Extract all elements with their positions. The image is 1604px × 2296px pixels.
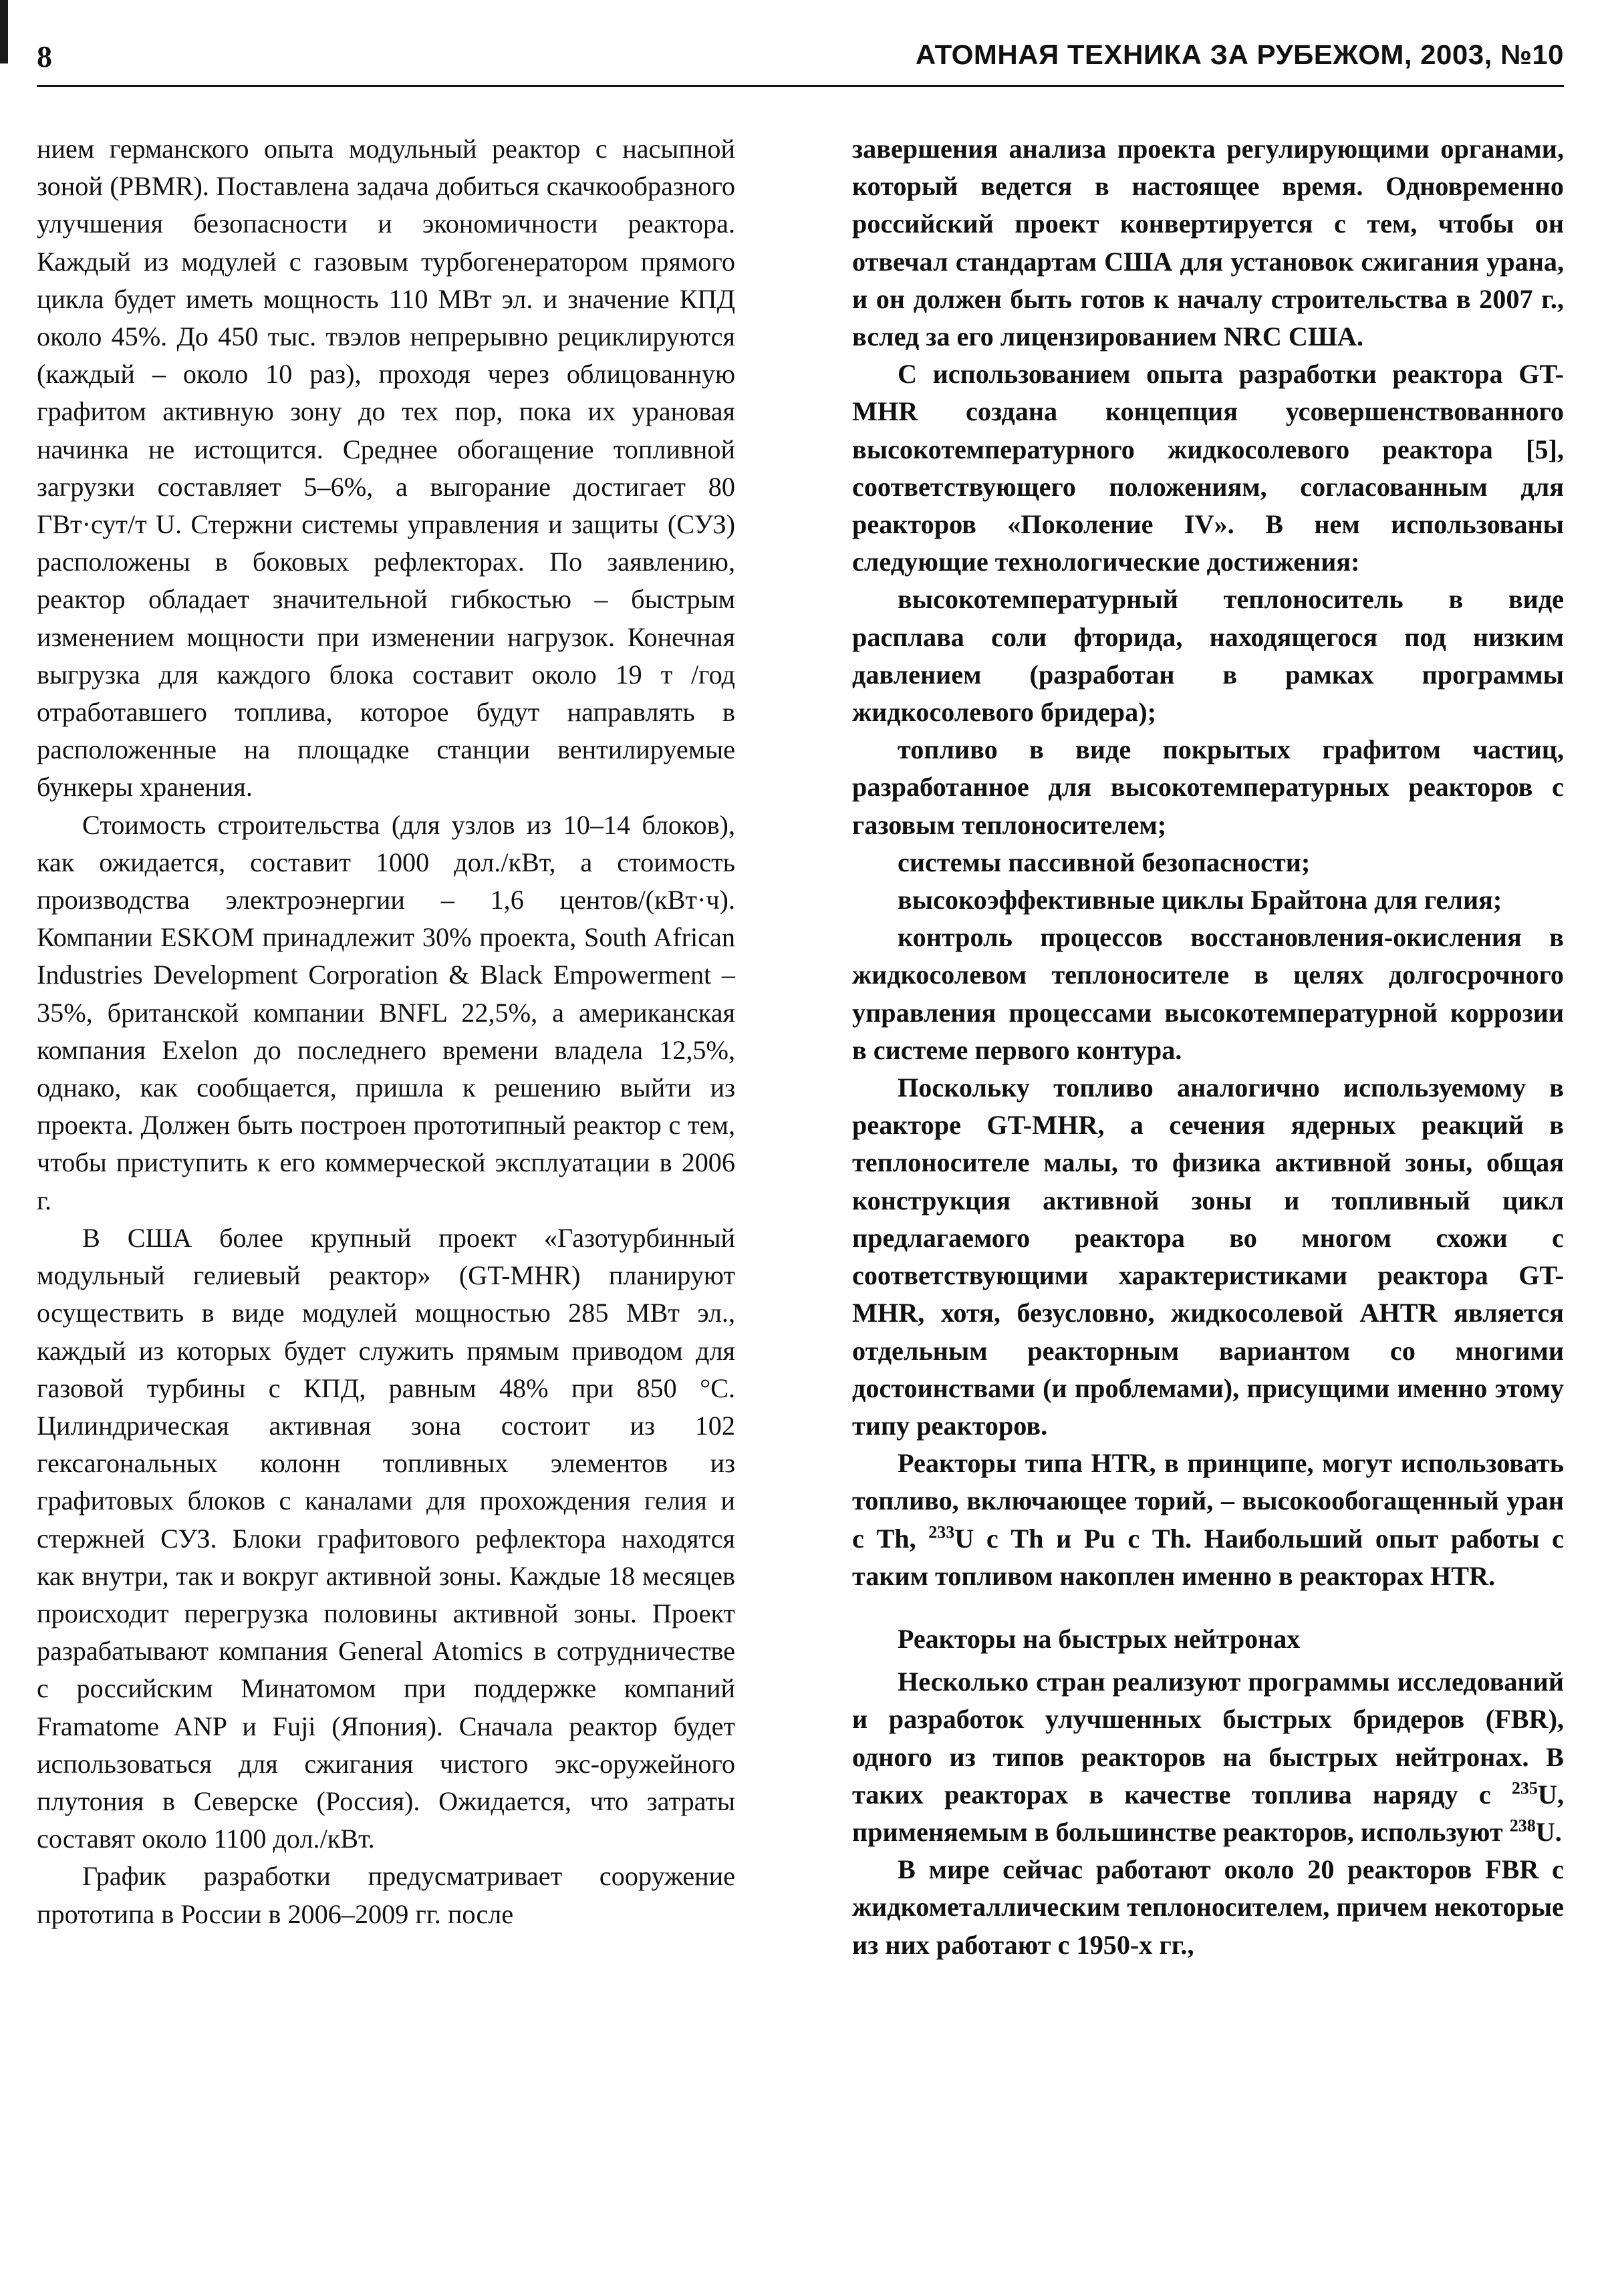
list-item: системы пассивной безопасности;: [898, 847, 1311, 877]
right-paragraph-1: завершения анализа проекта регулирующими органами, который ведется в настоящее время. Одновременно российский проект конвертируется с тем, чтобы он отвечал стандартам США для установок сжигания урана, и он должен быть готов к началу строительства в 2007 г., вслед за его лицензированием NRC США.: [852, 134, 1564, 352]
list-item: топливо в виде покрытых графитом частиц, разработанное для высокотемпературных реакторов с газовым теплоносителем;: [852, 734, 1564, 840]
p4-text-b: U с Th и Pu с Th. Наибольший опыт работы с таким топливом накоплен именно в реакторах HTR.: [852, 1523, 1565, 1591]
right-paragraph-2: С использованием опыта разработки реактора GT-MHR создана концепция усовершенствованного высокотемпературного жидкосолевого реактора [5], соответствующего положениям, согласованным для реакторов «Поколение IV». В нем использованы следующие технологические достижения:: [852, 359, 1564, 577]
list-item: высокотемпературный теплоноситель в виде расплава соли фторида, находящегося под низким давлением (разработан в рамках программы жидкосолевого бридера);: [852, 584, 1564, 728]
right-paragraph-4: [852, 1445, 1564, 1595]
scan-edge-mark: [0, 0, 8, 63]
list-item: контроль процессов восстановления-окисления в жидкосолевом теплоносителе в целях долгосрочного управления процессами высокотемпературной коррозии в системе первого контура.: [852, 922, 1564, 1065]
isotope-235: 235: [1511, 1778, 1538, 1798]
left-paragraph-4: График разработки предусматривает сооружение прототипа в России в 2006–2009 гг. после: [37, 1861, 735, 1929]
left-paragraph-3: В США более крупный проект «Газотурбинный модульный гелиевый реактор» (GT-MHR) планируют осуществить в виде модулей мощностью 285 МВт эл., каждый из которых будет служить прямым приводом для газовой турбины с КПД, равным 48% при 850 °С. Цилиндрическая активная зона состоит из 102 гексагональных колонн топливных элементов из графитовых блоков с каналами для прохождения гелия и стержней СУЗ. Блоки графитового рефлектора находятся как внутри, так и вокруг активной зоны. Каждые 18 месяцев происходит перегрузка половины активной зоны. Проект разрабатывают компания General Atomics в сотрудничестве с российским Минатомом при поддержке компаний Framatome ANP и Fuji (Япония). Сначала реактор будет использоваться для сжигания чистого экс-оружейного плутония в Северске (Россия). Ожидается, что затраты составят около 1100 дол./кВт.: [37, 1222, 735, 1854]
p5-text-c: U.: [1535, 1816, 1562, 1847]
p5-text-b: U, применяемым в большинстве реакторов, используют: [852, 1779, 1564, 1847]
left-column: [37, 130, 735, 1933]
section-heading: Реакторы на быстрых нейтронах: [898, 1623, 1301, 1654]
left-paragraph-2: Стоимость строительства (для узлов из 10–14 блоков), как ожидается, составит 1000 дол./кВт, а стоимость производства электроэнергии – 1,6 центов/(кВт·ч). Компании ESKOM принадлежит 30% проекта, South African Industries Development Corporation & Black Empowerment – 35%, британской компании BNFL 22,5%, а американская компания Exelon до последнего времени владела 12,5%, однако, как сообщается, пришла к решению выйти из проекта. Должен быть построен прототипный реактор с тем, чтобы приступить к его коммерческой эксплуатации в 2006 г.: [37, 809, 735, 1215]
left-paragraph-1: нием германского опыта модульный реактор с насыпной зоной (PBMR). Поставлена задача добиться скачкообразного улучшения безопасности и экономичности реактора. Каждый из модулей с газовым турбогенератором прямого цикла будет иметь мощность 110 МВт эл. и значение КПД около 45%. До 450 тыс. твэлов непрерывно рециклируются (каждый – около 10 раз), проходя через облицованную графитом активную зону до тех пор, пока их урановая начинка не истощится. Среднее обогащение топливной загрузки составляет 5–6%, а выгорание достигает 80 ГВт·сут/т U. Стержни системы управления и защиты (СУЗ) расположены в боковых рефлекторах. По заявлению, реактор обладает значительной гибкостью – быстрым изменением мощности при изменении нагрузок. Конечная выгрузка для каждого блока составит около 19 т /год отработавшего топлива, которое будут направлять в расположенные на площадке станции вентилируемые бункеры хранения.: [37, 134, 735, 803]
p5-text-a: Несколько стран реализуют программы исследований и разработок улучшенных быстрых бридеров (FBR), одного из типов реакторов на быстрых нейтронах. В таких реакторах в качестве топлива наряду с: [852, 1667, 1564, 1810]
list-item: высокоэффективные циклы Брайтона для гелия;: [898, 885, 1502, 915]
right-paragraph-3: Поскольку топливо аналогично используемому в реакторе GT-MHR, а сечения ядерных реакций в теплоносителе малы, то физика активной зоны, общая конструкция активной зоны и топливный цикл предлагаемого реактора во многом схожи с соответствующими характеристиками реактора GT-MHR, хотя, безусловно, жидкосолевой AHTR является отдельным реакторным вариантом со многими достоинствами (и проблемами), присущими именно этому типу реакторов.: [852, 1072, 1564, 1441]
isotope-238: 238: [1509, 1816, 1536, 1836]
right-column: [852, 130, 1564, 1964]
isotope-233: 233: [928, 1522, 955, 1542]
p4-text-a: Реакторы типа HTR, в принципе, могут использовать топливо, включающее торий, – высокообогащенный уран с Th,: [852, 1448, 1564, 1554]
page-number: 8: [37, 39, 52, 74]
running-head: АТОМНАЯ ТЕХНИКА ЗА РУБЕЖОМ, 2003, №10: [915, 39, 1564, 70]
header-rule: [37, 85, 1564, 87]
right-paragraph-5: [852, 1663, 1564, 1851]
page-header: [37, 39, 1564, 86]
right-paragraph-6: В мире сейчас работают около 20 реакторов FBR с жидкометаллическим теплоносителем, причем некоторые из них работают с 1950-х гг.,: [852, 1854, 1564, 1960]
